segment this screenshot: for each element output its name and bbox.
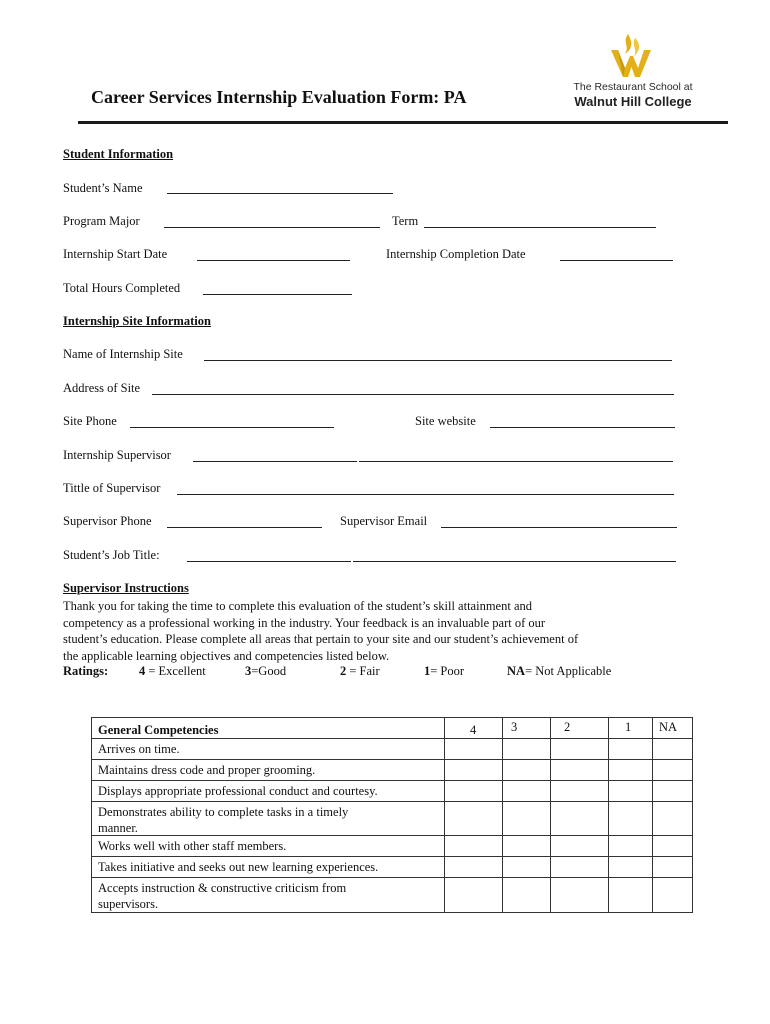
rating-cell-1[interactable] (609, 739, 653, 760)
rating-cell-4[interactable] (445, 760, 503, 781)
job-title-label: Student’s Job Title: (63, 548, 160, 562)
site-website-label: Site website (415, 414, 476, 428)
rating-cell-2[interactable] (551, 739, 609, 760)
rating-cell-na[interactable] (653, 857, 692, 878)
rating-cell-na[interactable] (653, 878, 692, 912)
rating-cell-4[interactable] (445, 836, 503, 857)
rating-1: 1= Poor (424, 664, 465, 678)
students-name-field[interactable] (167, 193, 393, 194)
rating-cell-3[interactable] (503, 781, 551, 802)
ratings-label: Ratings: (63, 664, 109, 678)
instructions-heading: Supervisor Instructions (63, 581, 189, 595)
rating-cell-3[interactable] (503, 857, 551, 878)
column-header-na: NA (653, 718, 692, 739)
rating-cell-3[interactable] (503, 836, 551, 857)
total-hours-label: Total Hours Completed (63, 281, 181, 295)
rating-cell-2[interactable] (551, 781, 609, 802)
rating-cell-1[interactable] (609, 760, 653, 781)
competency-text: Works well with other staff members. (98, 839, 287, 853)
student-info-heading: Student Information (63, 147, 174, 161)
table-row (92, 760, 445, 781)
instructions-line: the applicable learning objectives and competencies listed below. (63, 648, 390, 663)
rating-cell-4[interactable] (445, 802, 503, 836)
term-field[interactable] (424, 227, 656, 228)
supervisor-email-field[interactable] (441, 527, 677, 528)
column-header-4: 4 (445, 718, 503, 739)
rating-cell-3[interactable] (503, 878, 551, 912)
site-phone-field[interactable] (130, 427, 334, 428)
rating-cell-na[interactable] (653, 760, 692, 781)
table-header-competencies: General Competencies (92, 718, 445, 739)
college-logo (566, 32, 700, 112)
logo-text-line1: The Restaurant School at (573, 81, 693, 93)
total-hours-field[interactable] (203, 294, 352, 295)
completion-date-field[interactable] (560, 260, 673, 261)
table-row (92, 878, 445, 912)
rating-cell-4[interactable] (445, 739, 503, 760)
completion-date-label: Internship Completion Date (386, 247, 526, 261)
rating-cell-1[interactable] (609, 781, 653, 802)
competencies-table (91, 717, 693, 913)
column-header-1: 1 (609, 718, 653, 739)
rating-cell-2[interactable] (551, 802, 609, 836)
supervisor-email-label: Supervisor Email (340, 514, 428, 528)
rating-cell-1[interactable] (609, 802, 653, 836)
rating-3: 3=Good (245, 664, 287, 678)
table-row (92, 802, 445, 836)
rating-cell-na[interactable] (653, 802, 692, 836)
job-title-field[interactable] (187, 561, 351, 562)
table-row (92, 836, 445, 857)
rating-4: 4 = Excellent (139, 664, 206, 678)
instructions-line: student’s education. Please complete all areas that pertain to your site and our student’s achievement of (63, 632, 579, 646)
supervisor-phone-label: Supervisor Phone (63, 514, 152, 528)
supervisor-label: Internship Supervisor (63, 448, 171, 462)
competency-text: supervisors. (98, 897, 159, 911)
competency-text: Accepts instruction & constructive criticism from (98, 881, 347, 895)
rating-cell-1[interactable] (609, 878, 653, 912)
flame-w-logo-icon (608, 32, 654, 78)
column-header-2: 2 (551, 718, 609, 739)
competency-text: Demonstrates ability to complete tasks in a timely (98, 805, 349, 819)
rating-cell-2[interactable] (551, 857, 609, 878)
competency-text: manner. (98, 821, 138, 835)
rating-cell-1[interactable] (609, 836, 653, 857)
competency-text: Arrives on time. (98, 742, 180, 756)
supervisor-field-extra[interactable] (359, 461, 673, 462)
rating-cell-4[interactable] (445, 878, 503, 912)
rating-cell-2[interactable] (551, 836, 609, 857)
rating-na: NA= Not Applicable (507, 664, 612, 678)
students-name-label: Student’s Name (63, 181, 143, 195)
rating-2: 2 = Fair (340, 664, 380, 678)
site-info-heading: Internship Site Information (63, 314, 211, 328)
supervisor-title-label: Tittle of Supervisor (63, 481, 161, 495)
rating-cell-na[interactable] (653, 781, 692, 802)
site-website-field[interactable] (490, 427, 675, 428)
table-row (92, 739, 445, 760)
competency-text: Takes initiative and seeks out new learning experiences. (98, 860, 379, 874)
instructions-paragraph (63, 598, 703, 664)
start-date-field[interactable] (197, 260, 350, 261)
rating-cell-4[interactable] (445, 781, 503, 802)
rating-cell-1[interactable] (609, 857, 653, 878)
rating-cell-3[interactable] (503, 802, 551, 836)
job-title-field-extra[interactable] (353, 561, 676, 562)
table-row (92, 781, 445, 802)
site-address-field[interactable] (152, 394, 674, 395)
site-phone-label: Site Phone (63, 414, 117, 428)
table-row (92, 857, 445, 878)
rating-cell-na[interactable] (653, 836, 692, 857)
instructions-line: competency as a professional working in the industry. Your feedback is an invaluable part of our (63, 615, 546, 630)
rating-cell-3[interactable] (503, 739, 551, 760)
competency-text: Displays appropriate professional conduct and courtesy. (98, 784, 378, 798)
supervisor-field[interactable] (193, 461, 357, 462)
start-date-label: Internship Start Date (63, 247, 168, 261)
program-major-field[interactable] (164, 227, 380, 228)
column-header-3: 3 (503, 718, 551, 739)
supervisor-phone-field[interactable] (167, 527, 322, 528)
header-divider (78, 121, 728, 124)
site-address-label: Address of Site (63, 381, 141, 395)
rating-cell-4[interactable] (445, 857, 503, 878)
site-name-field[interactable] (204, 360, 672, 361)
program-major-label: Program Major (63, 214, 140, 228)
rating-cell-3[interactable] (503, 760, 551, 781)
supervisor-title-field[interactable] (177, 494, 674, 495)
rating-cell-2[interactable] (551, 760, 609, 781)
logo-text-line2: Walnut Hill College (574, 94, 692, 109)
term-label: Term (392, 214, 419, 228)
competency-text: Maintains dress code and proper grooming. (98, 763, 316, 777)
rating-cell-na[interactable] (653, 739, 692, 760)
instructions-line: Thank you for taking the time to complete this evaluation of the student’s skill attainment and (63, 599, 532, 613)
page-title: Career Services Internship Evaluation Form: PA (91, 87, 467, 107)
site-name-label: Name of Internship Site (63, 347, 183, 361)
rating-cell-2[interactable] (551, 878, 609, 912)
